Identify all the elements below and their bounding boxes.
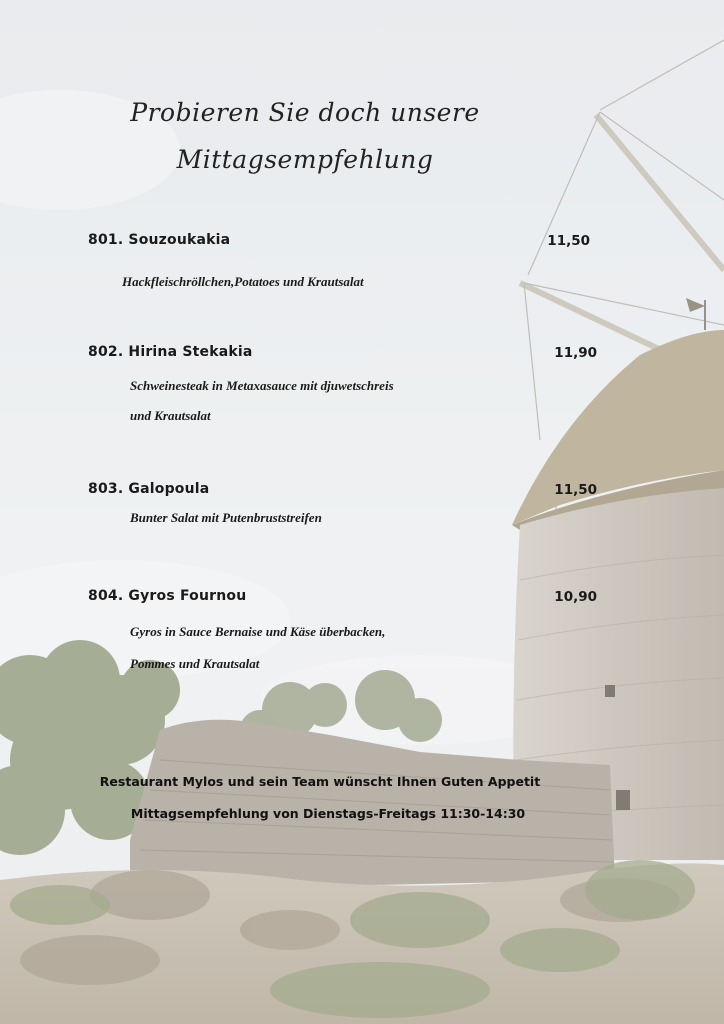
- dish-price: 11,50: [547, 233, 590, 249]
- dish-name: 801. Souzoukakia: [88, 232, 231, 248]
- dish-name: 802. Hirina Stekakia: [88, 344, 253, 360]
- footer-greeting: Restaurant Mylos und sein Team wünscht Ihnen Guten Appetit: [99, 774, 541, 789]
- dish-description: Pommes und Krautsalat: [130, 656, 260, 671]
- dish-description: Gyros in Sauce Bernaise und Käse überbacken,: [130, 624, 386, 639]
- footer-opening-hours: Mittagsempfehlung von Dienstags-Freitags 11:30-14:30: [130, 806, 526, 821]
- dish-name: 803. Galopoula: [88, 481, 210, 497]
- menu-heading-line2: Mittagsempfehlung: [176, 145, 434, 174]
- menu-heading-line1: Probieren Sie doch unsere: [130, 98, 480, 127]
- dish-price: 10,90: [554, 589, 597, 605]
- dish-description: Schweinesteak in Metaxasauce mit djuwetschreis: [130, 378, 394, 393]
- dish-name: 804. Gyros Fournou: [88, 588, 247, 604]
- dish-price: 11,90: [554, 345, 597, 361]
- dish-description: Hackfleischröllchen,Potatoes und Krautsalat: [122, 274, 364, 289]
- dish-price: 11,50: [554, 482, 597, 498]
- dish-description: Bunter Salat mit Putenbruststreifen: [130, 510, 322, 525]
- dish-description: und Krautsalat: [130, 408, 211, 423]
